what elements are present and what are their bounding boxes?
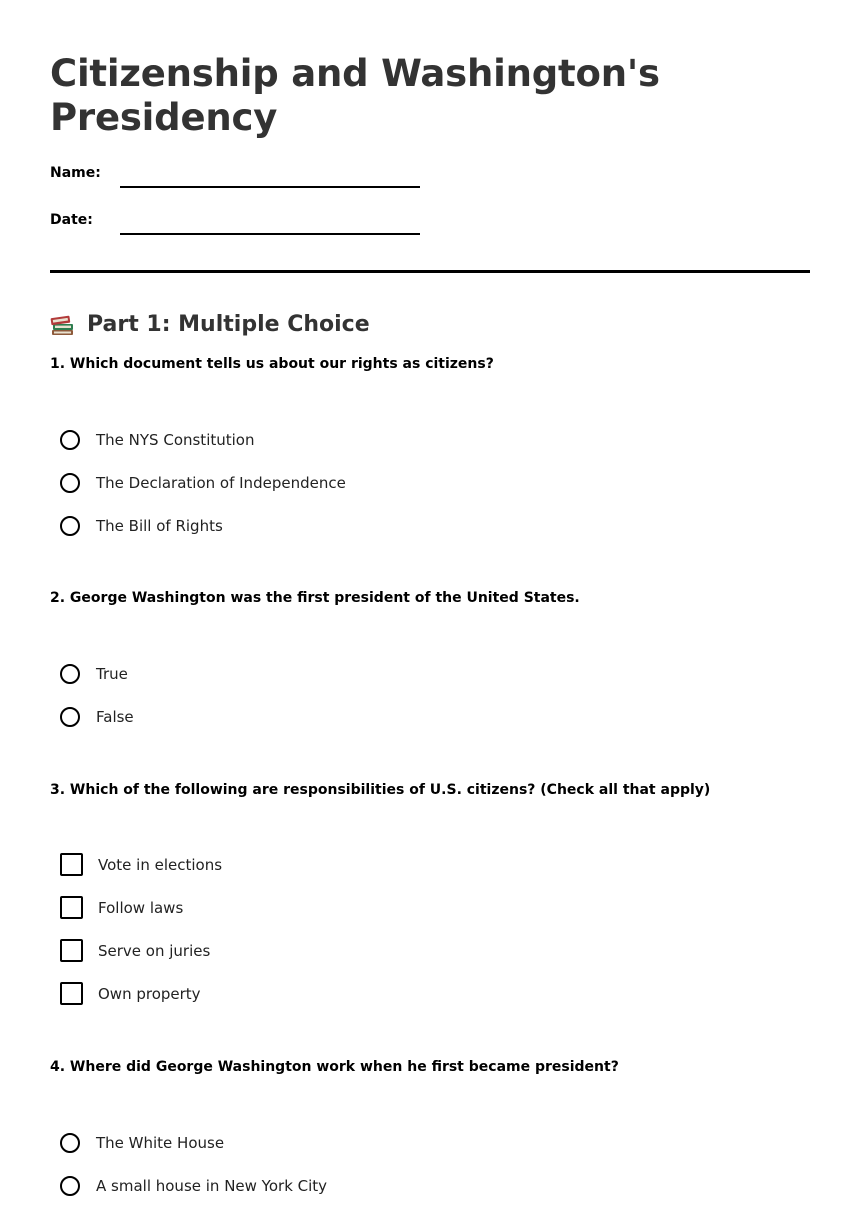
checkbox[interactable] bbox=[60, 982, 83, 1005]
option-item[interactable] bbox=[60, 1121, 810, 1164]
date-field[interactable] bbox=[120, 233, 420, 235]
section-heading bbox=[50, 311, 810, 339]
option-item[interactable] bbox=[60, 418, 810, 461]
option-item[interactable] bbox=[60, 886, 810, 929]
question-3 bbox=[50, 781, 810, 1015]
radio-button[interactable] bbox=[60, 1176, 80, 1196]
option-label: False bbox=[96, 707, 134, 726]
option-label: True bbox=[96, 664, 128, 683]
name-label: Name: bbox=[50, 165, 101, 181]
checkbox[interactable] bbox=[60, 939, 83, 962]
option-list bbox=[50, 1121, 810, 1207]
option-item[interactable] bbox=[60, 1164, 810, 1207]
option-list bbox=[50, 652, 810, 738]
name-field-row bbox=[50, 164, 810, 188]
page-title bbox=[50, 52, 810, 140]
question-text: 4. Where did George Washington work when he first became president? bbox=[50, 1059, 619, 1075]
question-text: 1. Which document tells us about our rights as citizens? bbox=[50, 356, 494, 372]
option-list bbox=[50, 843, 810, 1015]
question-2 bbox=[50, 589, 810, 738]
option-item[interactable] bbox=[60, 461, 810, 504]
page-title-line1: Citizenship and Washington's bbox=[50, 52, 660, 95]
section-divider bbox=[50, 270, 810, 273]
radio-button[interactable] bbox=[60, 707, 80, 727]
option-label: Follow laws bbox=[98, 898, 184, 917]
option-item[interactable] bbox=[60, 929, 810, 972]
option-item[interactable] bbox=[60, 504, 810, 547]
books-icon bbox=[50, 313, 76, 337]
question-text: 2. George Washington was the first president of the United States. bbox=[50, 590, 580, 606]
checkbox[interactable] bbox=[60, 853, 83, 876]
radio-button[interactable] bbox=[60, 473, 80, 493]
section-title: Part 1: Multiple Choice bbox=[87, 312, 370, 337]
radio-button[interactable] bbox=[60, 664, 80, 684]
radio-button[interactable] bbox=[60, 1133, 80, 1153]
name-field[interactable] bbox=[120, 186, 420, 188]
date-field-row bbox=[50, 211, 810, 235]
option-item[interactable] bbox=[60, 695, 810, 738]
option-label: The Declaration of Independence bbox=[96, 473, 346, 492]
option-label: Vote in elections bbox=[98, 855, 223, 874]
option-label: Own property bbox=[98, 984, 201, 1003]
option-label: The White House bbox=[96, 1133, 225, 1152]
date-label: Date: bbox=[50, 212, 93, 228]
question-text: 3. Which of the following are responsibilities of U.S. citizens? (Check all that apply) bbox=[50, 782, 711, 798]
option-list bbox=[50, 418, 810, 547]
page-title-line2: Presidency bbox=[50, 96, 278, 139]
question-4 bbox=[50, 1058, 810, 1207]
radio-button[interactable] bbox=[60, 516, 80, 536]
option-item[interactable] bbox=[60, 652, 810, 695]
option-label: The Bill of Rights bbox=[96, 516, 223, 535]
radio-button[interactable] bbox=[60, 430, 80, 450]
option-item[interactable] bbox=[60, 972, 810, 1015]
option-label: Serve on juries bbox=[98, 941, 211, 960]
worksheet-page bbox=[50, 0, 810, 1207]
checkbox[interactable] bbox=[60, 896, 83, 919]
question-1 bbox=[50, 355, 810, 547]
option-item[interactable] bbox=[60, 843, 810, 886]
option-label: The NYS Constitution bbox=[96, 430, 255, 449]
option-label: A small house in New York City bbox=[96, 1176, 328, 1195]
